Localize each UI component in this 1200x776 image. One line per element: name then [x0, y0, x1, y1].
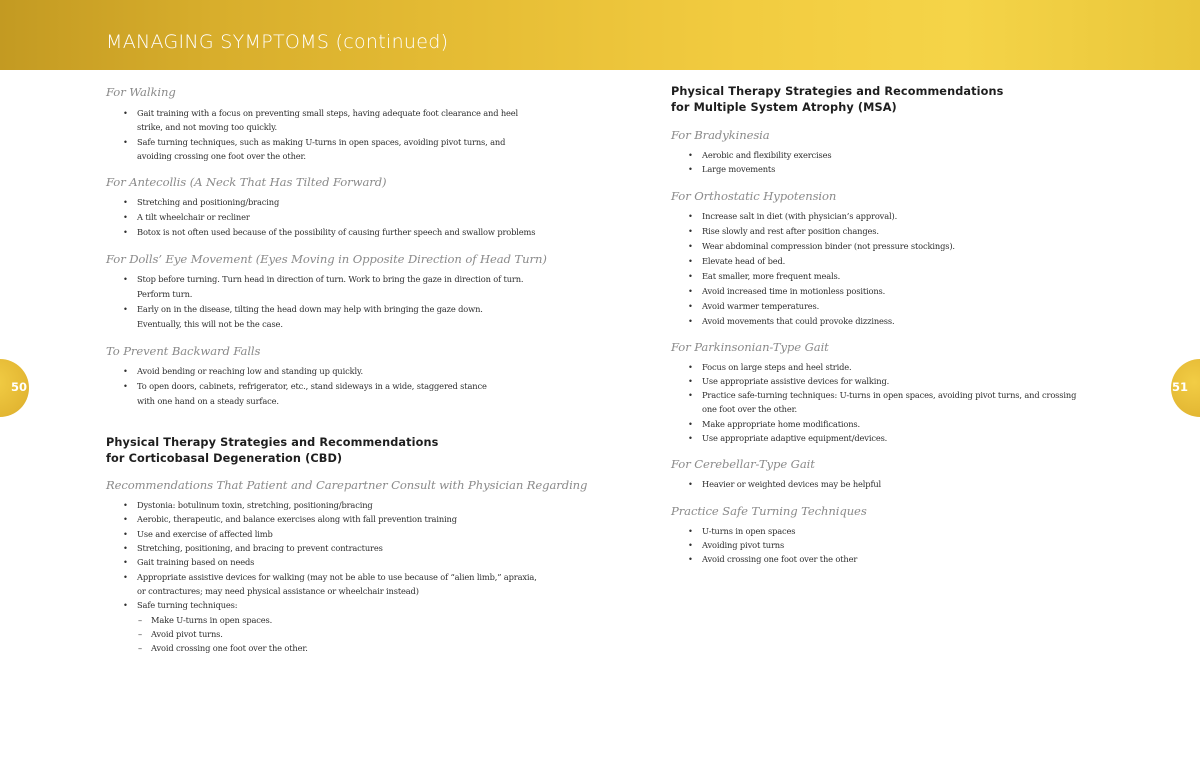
list-item: • Dystonia: botulinum toxin, stretching, positioning/bracing — [106, 498, 546, 512]
list-item: • Use appropriate assistive devices for walking. — [671, 374, 1091, 388]
list-item: • Avoid movements that could provoke dizziness. — [671, 314, 1091, 329]
sub-list-item: – Avoid crossing one foot over the other. — [106, 641, 546, 655]
section-heading: for Multiple System Atrophy (MSA) — [671, 100, 897, 114]
section-heading: for Corticobasal Degeneration (CBD) — [106, 451, 343, 465]
walking-list — [106, 106, 546, 163]
page-number-left: 50 — [11, 380, 28, 394]
list-item: • Avoid crossing one foot over the other — [671, 552, 1091, 566]
list-item: • Increase salt in diet (with physician’s approval). — [671, 209, 1091, 224]
parkinsonian-list — [671, 360, 1091, 446]
subsection-title: For Dolls’ Eye Movement (Eyes Moving in Opposite Direction of Head Turn) — [106, 252, 547, 267]
subsection-title: For Parkinsonian-Type Gait — [671, 339, 829, 354]
list-item: • Early on in the disease, tilting the head down may help with bringing the gaze down. Eventually, this will not be the case. — [106, 302, 496, 332]
cbd-list — [106, 498, 546, 655]
orthostatic-list — [671, 209, 1091, 329]
section-heading: Physical Therapy Strategies and Recommendations — [671, 85, 1004, 98]
subsection-title: To Prevent Backward Falls — [106, 344, 261, 359]
subsection-title: Recommendations That Patient and Carepartner Consult with Physician Regarding — [106, 478, 588, 493]
dolls-eye-list — [106, 272, 546, 332]
list-item: • Avoid bending or reaching low and standing up quickly. — [106, 364, 546, 379]
list-item: • Rise slowly and rest after position changes. — [671, 224, 1091, 239]
list-item: • Focus on large steps and heel stride. — [671, 360, 1091, 374]
safe-turning-list — [671, 524, 1091, 567]
list-item: • Eat smaller, more frequent meals. — [671, 269, 1091, 284]
list-item: • Wear abdominal compression binder (not pressure stockings). — [671, 239, 1091, 254]
list-item: • Make appropriate home modifications. — [671, 417, 1091, 431]
list-item: • Aerobic and flexibility exercises — [671, 148, 1091, 162]
antecollis-list — [106, 195, 546, 240]
list-item: • A tilt wheelchair or recliner — [106, 210, 546, 225]
subsection-title: For Bradykinesia — [671, 128, 770, 142]
subsection-title: For Cerebellar-Type Gait — [671, 457, 815, 472]
list-item: • Aerobic, therapeutic, and balance exercises along with fall prevention training — [106, 512, 546, 526]
list-item: • Stretching and positioning/bracing — [106, 195, 546, 210]
list-item: • Stretching, positioning, and bracing to prevent contractures — [106, 541, 546, 555]
list-item: • Safe turning techniques, such as making U-turns in open spaces, avoiding pivot turns, and avoiding crossing one foot over the other. — [106, 135, 506, 164]
list-item: • Heavier or weighted devices may be helpful — [671, 477, 1091, 491]
list-item: • Stop before turning. Turn head in direction of turn. Work to bring the gaze in direction of turn. Perform turn. — [106, 272, 530, 302]
list-item: • Avoid increased time in motionless positions. — [671, 284, 1091, 299]
list-item: • Gait training based on needs — [106, 555, 546, 569]
list-item: • Practice safe-turning techniques: U-turns in open spaces, avoiding pivot turns, and crossing one foot over the other. — [671, 388, 1081, 417]
list-item: • Large movements — [671, 162, 1091, 176]
sub-list-item: – Avoid pivot turns. — [106, 627, 546, 641]
sub-list-item: – Make U-turns in open spaces. — [106, 613, 546, 627]
list-item: • Botox is not often used because of the possibility of causing further speech and swallow problems — [106, 225, 546, 240]
list-item: • Gait training with a focus on preventing small steps, having adequate foot clearance and heel strike, and not moving too quickly. — [106, 106, 536, 135]
right-page — [671, 84, 1091, 567]
cerebellar-list — [671, 477, 1091, 491]
list-item: • U-turns in open spaces — [671, 524, 1091, 538]
list-item: • Avoiding pivot turns — [671, 538, 1091, 552]
page-number-right: 51 — [1172, 380, 1189, 394]
subsection-title: For Walking — [106, 85, 176, 99]
list-item: • To open doors, cabinets, refrigerator, etc., stand sideways in a wide, staggered stance with one hand on a steady surface. — [106, 379, 506, 409]
list-item: • Use and exercise of affected limb — [106, 527, 546, 541]
list-item: • Avoid warmer temperatures. — [671, 299, 1091, 314]
section-heading: Physical Therapy Strategies and Recommendations — [106, 436, 439, 450]
list-item: • Safe turning techniques: — [106, 598, 546, 612]
subsection-title: For Antecollis (A Neck That Has Tilted Forward) — [106, 175, 387, 190]
list-item: • Appropriate assistive devices for walking (may not be able to use because of “alien limb,” apraxia, or contractures; may need physical assistance or wheelchair instead) — [106, 570, 540, 599]
left-page — [106, 84, 588, 655]
list-item: • Elevate head of bed. — [671, 254, 1091, 269]
bradykinesia-list — [671, 148, 1091, 177]
page-title: MANAGING SYMPTOMS (continued) — [106, 31, 449, 53]
header-banner — [0, 0, 1200, 70]
list-item: • Use appropriate adaptive equipment/devices. — [671, 431, 1091, 445]
subsection-title: For Orthostatic Hypotension — [671, 188, 837, 203]
backward-falls-list — [106, 364, 546, 409]
subsection-title: Practice Safe Turning Techniques — [671, 503, 867, 518]
